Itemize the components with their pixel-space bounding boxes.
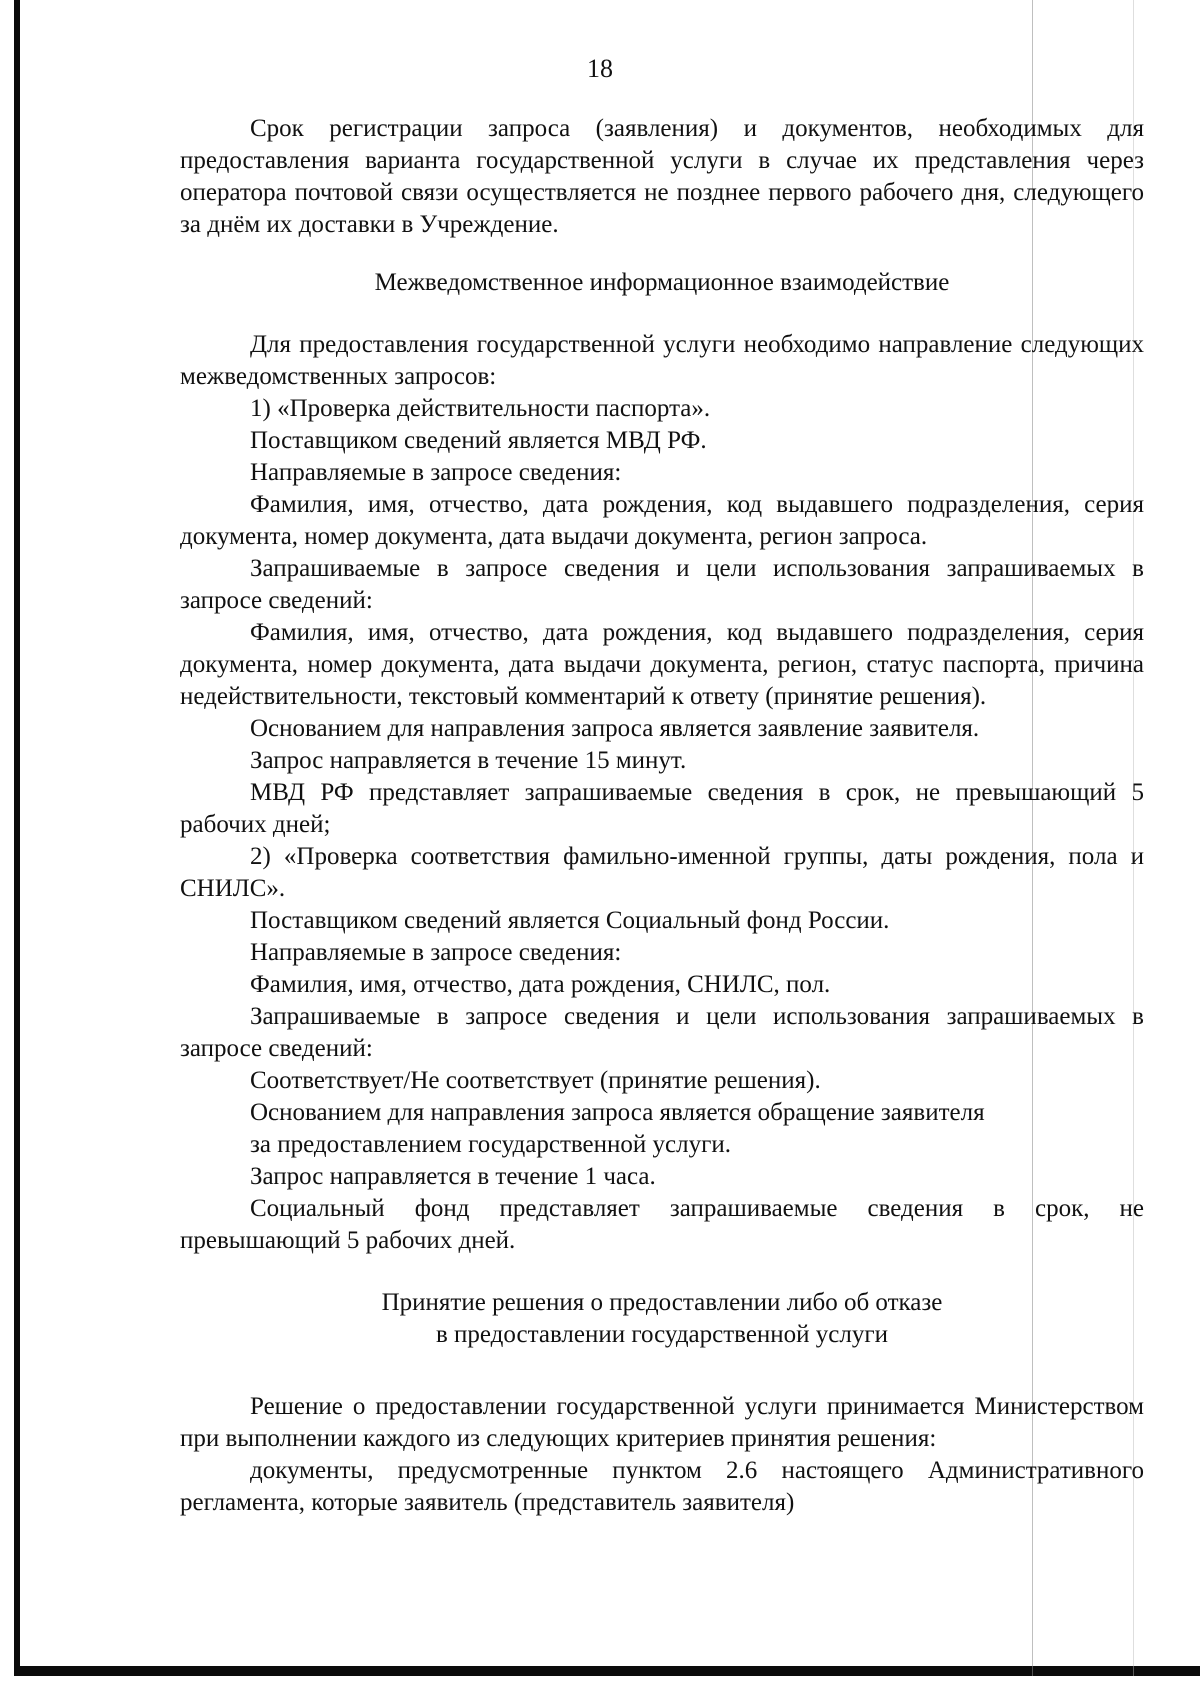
query-1-title: 1) «Проверка действительности паспорта». xyxy=(250,395,711,422)
query-2-provider: Поставщиком сведений является Социальный фонд России. xyxy=(250,907,890,934)
scan-border-bottom xyxy=(14,1666,1200,1676)
scan-border-left xyxy=(14,0,20,1676)
section-heading-decision-line-2: в предоставлении государственной услуги xyxy=(435,1321,889,1348)
query-1-provider: Поставщиком сведений является МВД РФ. xyxy=(250,427,707,454)
paragraph-documents-criterion: документы, предусмотренные пунктом 2.6 настоящего Административного регламента, которые заявитель (представитель заявителя) xyxy=(180,1457,1144,1516)
query-2-title: 2) «Проверка соответствия фамильно-именной группы, даты рождения, пола и СНИЛС». xyxy=(180,843,1144,902)
query-1-timing: Запрос направляется в течение 15 минут. xyxy=(250,747,687,774)
paragraph-registration-term: Срок регистрации запроса (заявления) и документов, необходимых для предоставления варианта государственной услуги в случае их представления через оператора почтовой связи осуществляется не позднее первого рабочего дня, следующего за днём их доставки в Учреждение. xyxy=(180,115,1144,238)
paragraph-interagency-intro: Для предоставления государственной услуги необходимо направление следующих межведомственных запросов: xyxy=(180,331,1144,390)
query-2-sent-value: Фамилия, имя, отчество, дата рождения, СНИЛС, пол. xyxy=(250,971,831,998)
query-2-timing: Запрос направляется в течение 1 часа. xyxy=(250,1163,656,1190)
paragraph-decision-criteria: Решение о предоставлении государственной услуги принимается Министерством при выполнении каждого из следующих критериев принятия решения: xyxy=(180,1393,1144,1452)
query-2-response: Социальный фонд представляет запрашиваемые сведения в срок, не превышающий 5 рабочих дней. xyxy=(180,1195,1144,1254)
page-number: 18 xyxy=(587,54,613,83)
query-1-sent-value: Фамилия, имя, отчество, дата рождения, код выдавшего подразделения, серия документа, номер документа, дата выдачи документа, регион запроса. xyxy=(180,491,1144,550)
query-1-basis: Основанием для направления запроса является заявление заявителя. xyxy=(250,715,980,742)
query-2-requested-value: Соответствует/Не соответствует (принятие решения). xyxy=(250,1067,821,1094)
query-2-basis-line-1: Основанием для направления запроса является обращение заявителя xyxy=(250,1099,985,1126)
section-heading-decision-line-1: Принятие решения о предоставлении либо об отказе xyxy=(381,1289,943,1316)
section-heading-decision xyxy=(180,1287,1144,1351)
query-1-requested-value: Фамилия, имя, отчество, дата рождения, код выдавшего подразделения, серия документа, номер документа, дата выдачи документа, регион, статус паспорта, причина недействительности, текстовый комментарий к ответу (принятие решения). xyxy=(180,619,1144,710)
query-2-requested-label: Запрашиваемые в запросе сведения и цели использования запрашиваемых в запросе сведений: xyxy=(180,1003,1144,1062)
query-2-sent-label: Направляемые в запросе сведения: xyxy=(250,939,622,966)
document-body xyxy=(180,113,1144,1519)
query-1-response: МВД РФ представляет запрашиваемые сведения в срок, не превышающий 5 рабочих дней; xyxy=(180,779,1144,838)
section-heading-interagency: Межведомственное информационное взаимодействие xyxy=(374,269,950,296)
query-1-requested-label: Запрашиваемые в запросе сведения и цели использования запрашиваемых в запросе сведений: xyxy=(180,555,1144,614)
query-1-sent-label: Направляемые в запросе сведения: xyxy=(250,459,622,486)
query-2-basis-line-2: за предоставлением государственной услуги. xyxy=(250,1131,731,1158)
